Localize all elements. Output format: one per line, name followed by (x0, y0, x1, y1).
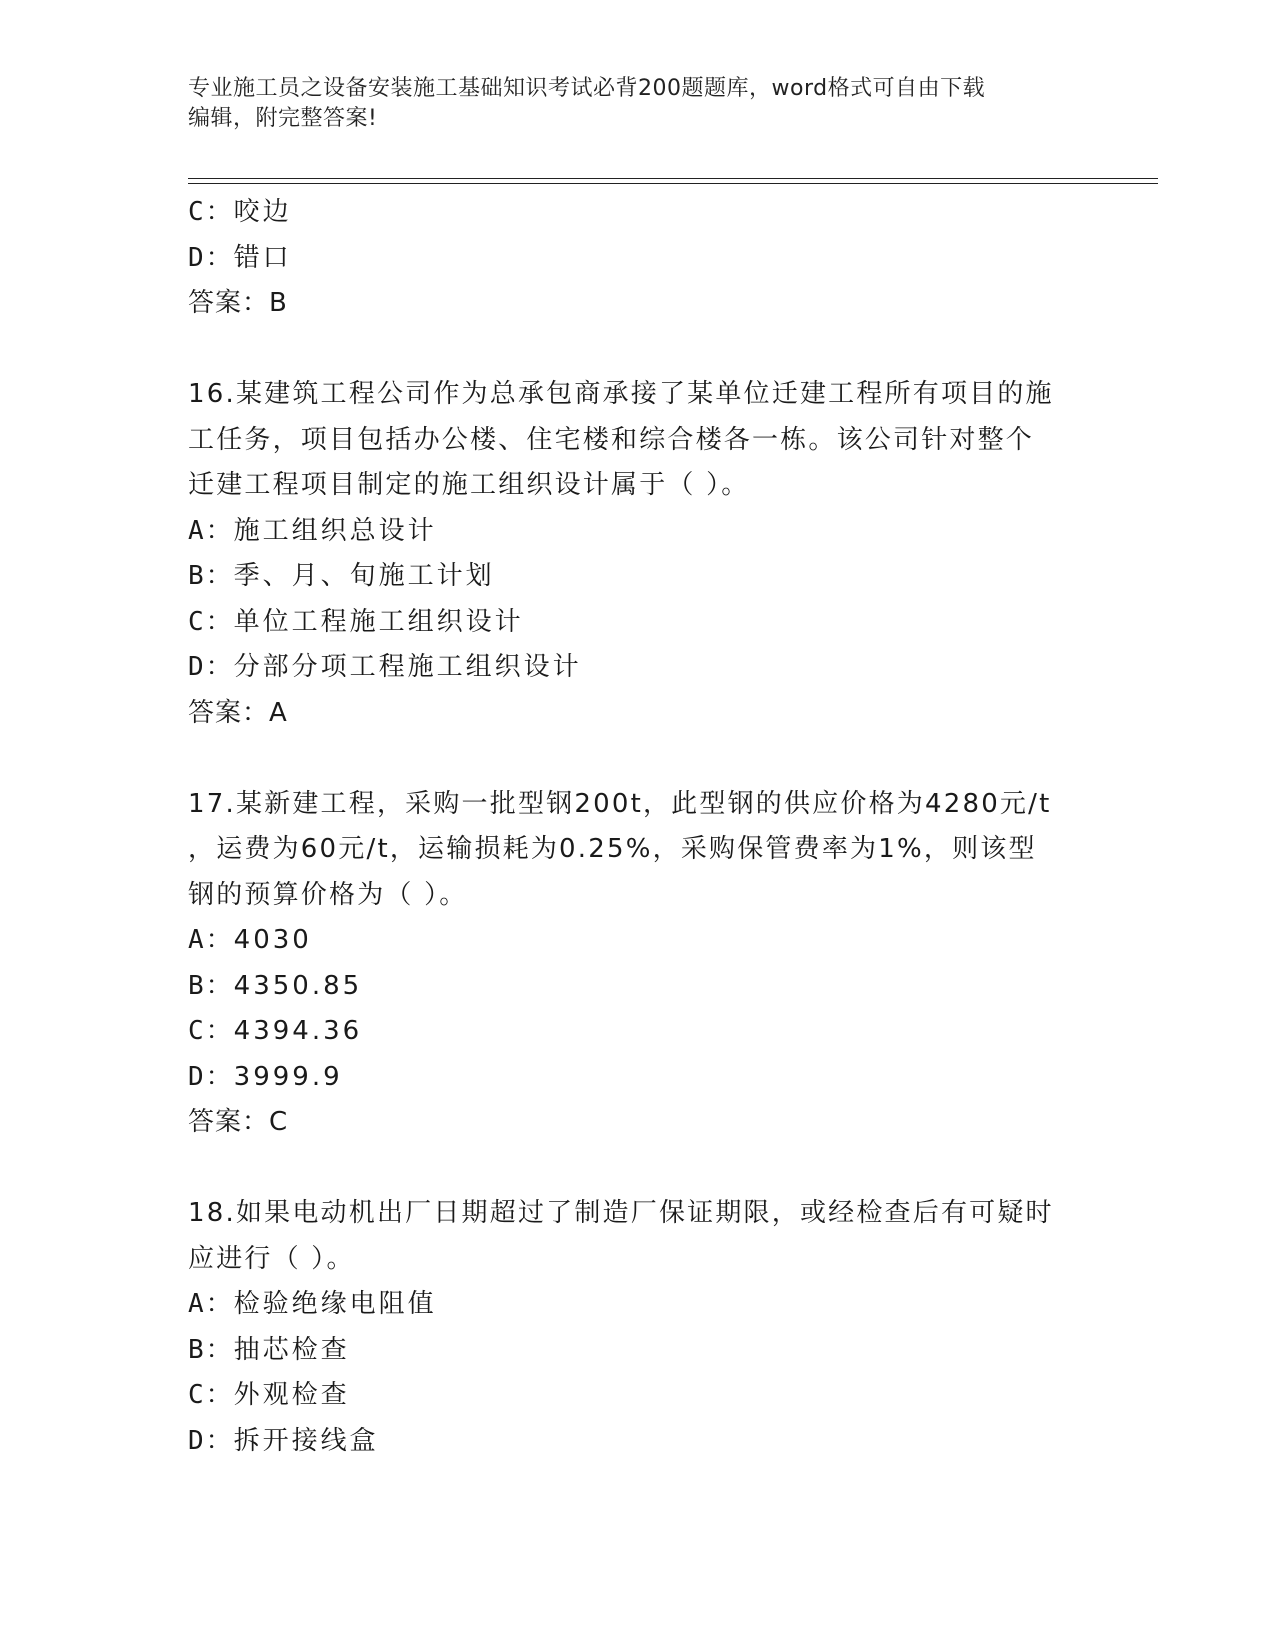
option-text: 抽芯检查 (233, 1334, 350, 1365)
answer-label: 答案： (188, 697, 270, 728)
question-17 (188, 782, 1088, 1146)
option-c (188, 190, 1088, 236)
option-text: 检验绝缘电阻值 (233, 1289, 437, 1319)
answer-label: 答案： (188, 1107, 270, 1137)
answer-line (188, 281, 1088, 327)
question-16 (188, 372, 1088, 736)
option-text: 4030 (233, 925, 312, 955)
option-a (188, 1282, 1088, 1328)
option-label: D： (188, 1061, 234, 1092)
option-label: B： (188, 1334, 234, 1365)
option-text: 季、月、旬施工计划 (233, 561, 495, 591)
spacer (188, 736, 1088, 782)
option-c (188, 1373, 1088, 1419)
option-b (188, 554, 1088, 600)
option-d (188, 645, 1088, 691)
option-label: C： (188, 1380, 234, 1410)
option-text: 拆开接线盒 (233, 1425, 379, 1456)
answer-line (188, 691, 1088, 737)
option-label: D： (188, 242, 234, 273)
question-text-line: 17.某新建工程，采购一批型钢200t，此型钢的供应价格为4280元/t (188, 788, 1052, 819)
option-text: 3999.9 (233, 1061, 343, 1092)
option-text: 单位工程施工组织设计 (233, 606, 524, 637)
question-text-line: 钢的预算价格为（ ）。 (188, 879, 468, 910)
option-b (188, 1328, 1088, 1374)
header-divider-bottom (188, 183, 1158, 184)
header-divider-top (188, 178, 1158, 179)
option-a (188, 918, 1088, 964)
option-a (188, 509, 1088, 555)
question-list (188, 190, 1088, 1464)
question-text-line: ，运费为60元/t，运输损耗为0.25%，采购保管费率为1%，则该型 (188, 834, 1037, 864)
option-label: A： (188, 925, 234, 955)
answer-value: B (269, 288, 288, 318)
option-text: 错口 (233, 242, 292, 273)
spacer (188, 327, 1088, 373)
option-text: 4394.36 (233, 1016, 363, 1046)
option-text: 外观检查 (233, 1380, 350, 1410)
option-label: B： (188, 970, 234, 1001)
option-label: A： (188, 1289, 234, 1319)
question-text-line: 18.如果电动机出厂日期超过了制造厂保证期限，或经检查后有可疑时 (188, 1198, 1054, 1228)
option-text: 4350.85 (233, 970, 363, 1001)
answer-line (188, 1100, 1088, 1146)
header-title-line-1: 专业施工员之设备安装施工基础知识考试必背200题题库，word格式可自由下载 (188, 76, 986, 101)
option-d (188, 1055, 1088, 1101)
question-text-line: 工任务，项目包括办公楼、住宅楼和综合楼各一栋。该公司针对整个 (188, 424, 1035, 455)
partial-question (188, 190, 1088, 327)
document-header (188, 74, 1068, 134)
option-label: C： (188, 606, 234, 637)
option-text: 施工组织总设计 (233, 515, 437, 546)
option-c (188, 600, 1088, 646)
header-title-line-2: 编辑，附完整答案! (188, 106, 378, 131)
option-text: 咬边 (233, 197, 292, 227)
option-b (188, 964, 1088, 1010)
answer-value: A (269, 697, 288, 728)
question-text-line: 16.某建筑工程公司作为总承包商承接了某单位迁建工程所有项目的施 (188, 379, 1054, 409)
option-label: D： (188, 1425, 234, 1456)
question-text-line: 迁建工程项目制定的施工组织设计属于（ ）。 (188, 470, 750, 500)
spacer (188, 1146, 1088, 1192)
option-d (188, 236, 1088, 282)
option-label: C： (188, 197, 234, 227)
option-text: 分部分项工程施工组织设计 (233, 652, 582, 682)
question-18 (188, 1191, 1088, 1464)
answer-value: C (269, 1107, 289, 1137)
question-text-line: 应进行（ ）。 (188, 1243, 355, 1274)
answer-label: 答案： (188, 288, 270, 318)
option-label: C： (188, 1016, 234, 1046)
option-label: A： (188, 515, 234, 546)
option-c (188, 1009, 1088, 1055)
option-label: B： (188, 561, 234, 591)
option-d (188, 1419, 1088, 1465)
option-label: D： (188, 652, 234, 682)
